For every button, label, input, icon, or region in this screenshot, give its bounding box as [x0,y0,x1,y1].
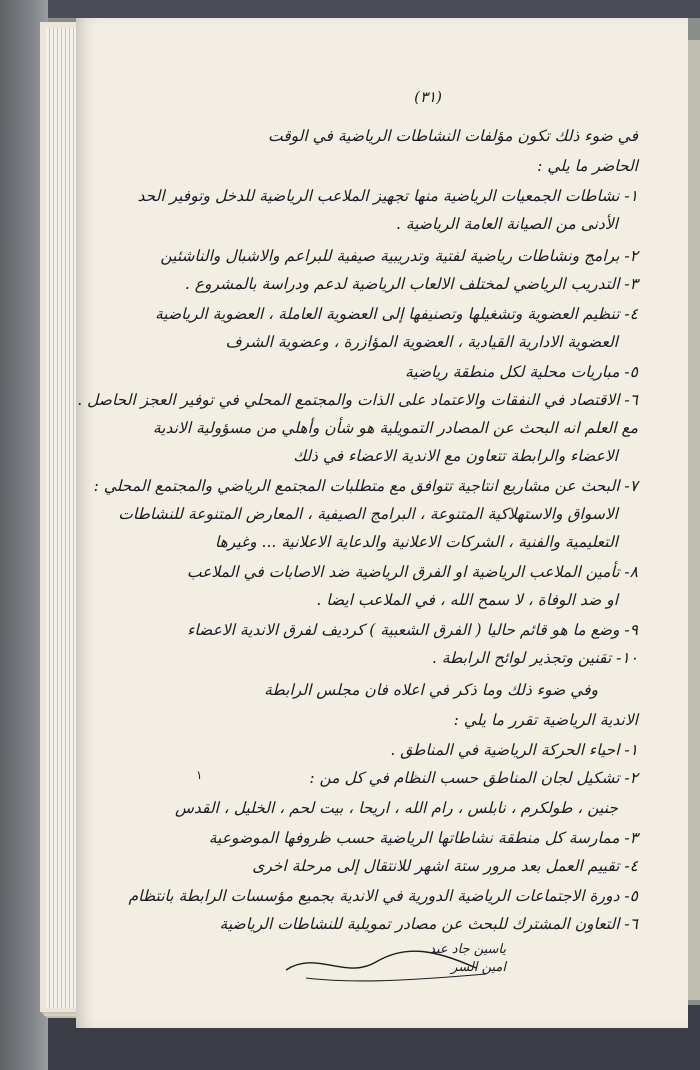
text-line: وفي ضوء ذلك وما ذكر في اعلاه فان مجلس الرابطة [264,681,598,699]
signature-block [266,940,506,990]
page-number: (٣١) [414,88,442,106]
text-line: ٢- تشكيل لجان المناطق حسب النظام في كل من : [309,769,638,787]
text-line: ٥- مباريات محلية لكل منطقة رياضية [405,363,638,381]
text-line: ٩- وضع ما هو قائم حاليا ( الفرق الشعبية ) كرديف لفرق الاندية الاعضاء [187,621,638,639]
signature-name: ياسين جاد عبد [429,942,506,957]
text-line: ٥- دورة الاجتماعات الرياضية الدورية في الاندية بجميع مؤسسات الرابطة بانتظام [128,887,638,905]
signature-title: امين السر [451,960,506,975]
text-line: العضوية الادارية القيادية ، العضوية المؤازرة ، وعضوية الشرف [225,333,618,351]
text-line: ٦- التعاون المشترك للبحث عن مصادر تمويلية للنشاطات الرياضية [219,915,638,933]
text-line: ٨- تأمين الملاعب الرياضية او الفرق الرياضية ضد الاصابات في الملاعب [186,563,638,581]
text-line: ٣- التدريب الرياضي لمختلف الالعاب الرياضية لدعم ودراسة بالمشروع . [184,275,638,293]
document-page [76,18,688,1028]
text-line: ٢- برامج ونشاطات رياضية لفتية وتدريبية صيفية للبراعم والاشبال والناشئين [160,247,638,265]
text-line: التعليمية والفنية ، الشركات الاعلانية والدعاية الاعلانية ... وغيرها [214,533,618,551]
text-line: ١- احياء الحركة الرياضية في المناطق . [390,741,638,759]
page-right-edge [688,40,700,1000]
text-line: ١- نشاطات الجمعيات الرياضية منها تجهيز الملاعب الرياضية للدخل وتوفير الحد [137,187,638,205]
text-line: ٣- ممارسة كل منطقة نشاطاتها الرياضية حسب ظروفها الموضوعية [208,829,638,847]
text-line: ٤- تنظيم العضوية وتشغيلها وتصنيفها إلى العضوية العاملة ، العضوية الرياضية [154,305,638,323]
book-cover-top [0,0,700,18]
text-line: الحاضر ما يلي : [537,157,638,175]
text-line: الاندية الرياضية تقرر ما يلي : [453,711,638,729]
text-line: جنين ، طولكرم ، نابلس ، رام الله ، اريحا ، بيت لحم ، الخليل ، القدس [174,799,618,817]
text-line: في ضوء ذلك تكون مؤلفات النشاطات الرياضية في الوقت [267,127,638,145]
text-line: ٧- البحث عن مشاريع انتاجية تتوافق مع متطلبات المجتمع الرياضي والمجتمع المحلي : [93,477,638,495]
text-line: الاعضاء والرابطة تتعاون مع الاندية الاعضاء في ذلك [293,447,618,465]
text-line: الاسواق والاستهلاكية المتنوعة ، البرامج الصيفية ، المعارض المتنوعة للنشاطات [118,505,618,523]
text-line: ١٠- تقنين وتجذير لوائح الرابطة . [431,649,638,667]
text-line: او ضد الوفاة ، لا سمح الله ، في الملاعب ايضا . [316,591,618,609]
text-line: مع العلم انه البحث عن المصادر التمويلية هو شأن وأهلي من مسؤولية الاندية [152,419,638,437]
margin-mark: ١ [196,768,203,782]
text-line: ٤- تقييم العمل بعد مرور ستة اشهر للانتقال إلى مرحلة اخرى [252,857,638,875]
text-line: الأدنى من الصيانة العامة الرياضية . [395,215,618,233]
text-line: ٦- الاقتصاد في النفقات والاعتماد على الذات والمجتمع المحلي في توفير العجز الحاصل . [77,391,638,409]
